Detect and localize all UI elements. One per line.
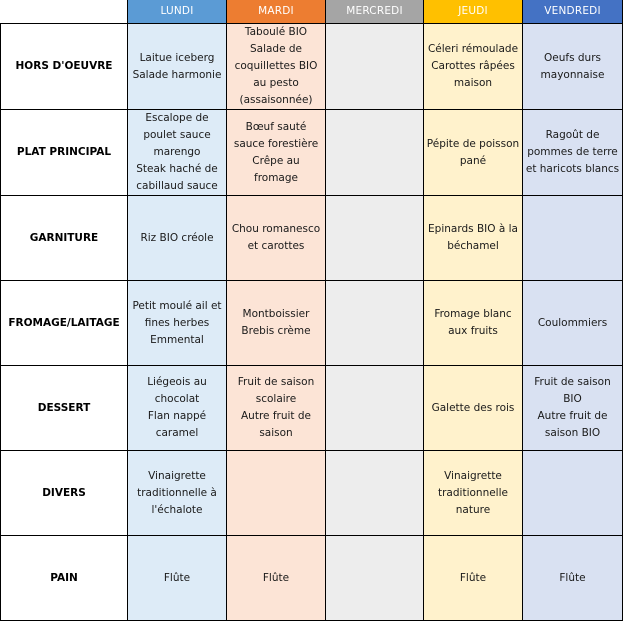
day-header-jeudi: JEUDI: [424, 0, 523, 24]
dish-text: Bœuf sauté sauce forestière: [233, 120, 319, 150]
menu-cell-lundi: [128, 110, 227, 196]
dish-text: Ragoût de pommes de terre et haricots blancs: [525, 129, 620, 175]
dish-text: Autre fruit de saison BIO: [537, 410, 608, 439]
dish-text: Flûte: [163, 571, 191, 584]
dish-text: Oeufs durs mayonnaise: [540, 51, 605, 81]
day-header-mardi: MARDI: [227, 0, 326, 24]
dish-text: Flan nappé caramel: [147, 410, 207, 439]
menu-row: [1, 451, 623, 536]
menu-cell-vendredi: [523, 24, 623, 110]
menu-cell-mardi: [227, 536, 326, 621]
dish-text: Salade de coquillettes BIO au pesto (assaisonnée): [234, 43, 318, 106]
menu-body: [1, 24, 623, 621]
menu-cell-lundi: [128, 366, 227, 451]
menu-cell-mercredi: [326, 110, 424, 196]
dish-text: Epinards BIO à la béchamel: [428, 223, 518, 252]
row-label: PAIN: [1, 536, 128, 621]
menu-cell-mercredi: [326, 24, 424, 110]
menu-row: [1, 24, 623, 110]
dish-text: Vinaigrette traditionnelle à l'échalote: [137, 469, 217, 516]
header-row: [1, 0, 623, 24]
menu-cell-lundi: [128, 451, 227, 536]
menu-cell-jeudi: [424, 196, 523, 281]
menu-cell-vendredi: [523, 110, 623, 196]
dish-text: Fromage blanc aux fruits: [434, 308, 512, 337]
menu-row: [1, 196, 623, 281]
menu-cell-mercredi: [326, 366, 424, 451]
menu-cell-mercredi: [326, 536, 424, 621]
menu-cell-mardi: [227, 196, 326, 281]
menu-cell-vendredi: [523, 196, 623, 281]
menu-cell-vendredi: [523, 536, 623, 621]
dish-text: Flûte: [559, 571, 586, 584]
row-label: DIVERS: [1, 451, 128, 536]
dish-text: Galette des rois: [431, 401, 515, 414]
menu-cell-lundi: [128, 281, 227, 366]
dish-text: Vinaigrette traditionnelle nature: [438, 469, 508, 516]
row-label: HORS D'OEUVRE: [1, 24, 128, 110]
menu-cell-jeudi: [424, 110, 523, 196]
menu-cell-jeudi: [424, 451, 523, 536]
menu-cell-jeudi: [424, 366, 523, 451]
dish-text: Taboulé BIO: [244, 26, 308, 38]
row-label: FROMAGE/LAITAGE: [1, 281, 128, 366]
menu-cell-mardi: [227, 451, 326, 536]
menu-cell-vendredi: [523, 366, 623, 451]
menu-cell-mardi: [227, 24, 326, 110]
corner-cell: [1, 0, 128, 24]
dish-text: Petit moulé ail et fines herbes: [132, 299, 222, 329]
dish-text: Fruit de saison scolaire: [237, 376, 315, 405]
dish-text: Autre fruit de saison: [240, 410, 311, 439]
dish-text: Fruit de saison BIO: [534, 376, 611, 405]
menu-cell-jeudi: [424, 536, 523, 621]
menu-cell-mardi: [227, 110, 326, 196]
dish-text: Pépite de poisson pané: [426, 137, 520, 167]
menu-cell-lundi: [128, 24, 227, 110]
dish-text: Céleri rémoulade: [427, 43, 519, 55]
menu-cell-mercredi: [326, 451, 424, 536]
menu-cell-mardi: [227, 366, 326, 451]
dish-text: Flûte: [262, 571, 290, 584]
row-label: PLAT PRINCIPAL: [1, 110, 128, 196]
menu-row: [1, 536, 623, 621]
dish-text: Salade harmonie: [132, 68, 222, 81]
dish-text: Coulommiers: [537, 316, 608, 329]
dish-text: Escalope de poulet sauce marengo: [143, 112, 211, 158]
menu-cell-jeudi: [424, 24, 523, 110]
day-header-mercredi: MERCREDI: [326, 0, 424, 24]
menu-cell-vendredi: [523, 281, 623, 366]
dish-text: Flûte: [459, 571, 487, 584]
dish-text: Crêpe au fromage: [252, 154, 300, 184]
menu-row: [1, 366, 623, 451]
menu-cell-lundi: [128, 196, 227, 281]
menu-cell-mardi: [227, 281, 326, 366]
dish-text: Emmental: [150, 333, 204, 346]
dish-text: Chou romanesco et carottes: [231, 223, 321, 252]
row-label: DESSERT: [1, 366, 128, 451]
dish-text: Montboissier: [242, 308, 310, 320]
dish-text: Laitue iceberg: [139, 51, 215, 64]
menu-row: [1, 110, 623, 196]
menu-cell-vendredi: [523, 451, 623, 536]
menu-cell-mercredi: [326, 196, 424, 281]
menu-cell-mercredi: [326, 281, 424, 366]
menu-cell-lundi: [128, 536, 227, 621]
menu-row: [1, 281, 623, 366]
day-header-lundi: LUNDI: [128, 0, 227, 24]
dish-text: Brebis crème: [241, 325, 311, 337]
dish-text: Riz BIO créole: [140, 231, 214, 244]
row-label: GARNITURE: [1, 196, 128, 281]
dish-text: Liégeois au chocolat: [147, 376, 207, 405]
menu-cell-jeudi: [424, 281, 523, 366]
dish-text: Steak haché de cabillaud sauce: [136, 163, 218, 192]
dish-text: Carottes râpées maison: [431, 60, 515, 89]
day-header-vendredi: VENDREDI: [523, 0, 623, 24]
